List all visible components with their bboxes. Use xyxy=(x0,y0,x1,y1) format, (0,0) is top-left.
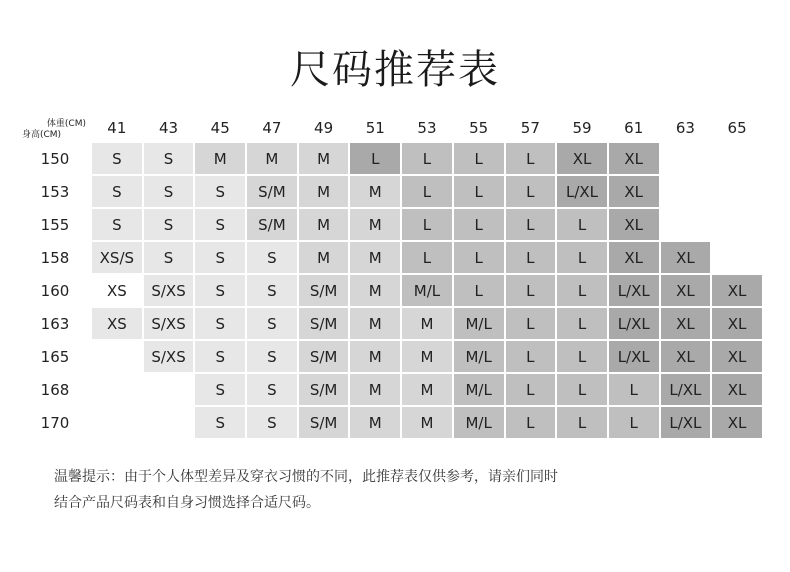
size-cell: L xyxy=(453,175,505,208)
weight-header-cell: 61 xyxy=(608,114,660,142)
size-cell: M/L xyxy=(453,340,505,373)
weight-header-cell: 45 xyxy=(194,114,246,142)
height-label-cell: 170 xyxy=(19,406,91,439)
size-cell xyxy=(91,406,143,439)
size-cell: L xyxy=(505,175,557,208)
size-cell: S xyxy=(246,406,298,439)
size-cell: M xyxy=(349,373,401,406)
size-cell: L xyxy=(505,208,557,241)
size-cell: M xyxy=(401,406,453,439)
size-cell: S/XS xyxy=(143,340,195,373)
size-cell: XL xyxy=(608,175,660,208)
size-cell: S xyxy=(246,241,298,274)
size-cell: L xyxy=(608,406,660,439)
height-label-cell: 163 xyxy=(19,307,91,340)
size-cell: XL xyxy=(556,142,608,175)
size-cell: S xyxy=(194,241,246,274)
size-cell: S/M xyxy=(298,274,350,307)
size-cell: S xyxy=(143,241,195,274)
weight-axis-label: 体重(CM) xyxy=(46,119,86,129)
size-cell xyxy=(660,142,712,175)
size-cell: L xyxy=(556,406,608,439)
size-cell: L xyxy=(453,142,505,175)
size-cell: S xyxy=(194,406,246,439)
height-label-cell: 160 xyxy=(19,274,91,307)
size-cell: XL xyxy=(660,340,712,373)
size-cell: M xyxy=(401,340,453,373)
height-row xyxy=(19,307,763,340)
size-cell: S xyxy=(91,175,143,208)
size-cell: S/M xyxy=(298,307,350,340)
size-cell: M xyxy=(246,142,298,175)
size-cell: M xyxy=(298,175,350,208)
weight-header-cell: 51 xyxy=(349,114,401,142)
size-cell: L xyxy=(401,241,453,274)
height-row xyxy=(19,340,763,373)
size-cell: M xyxy=(298,241,350,274)
size-cell: M/L xyxy=(453,373,505,406)
size-cell: S/M xyxy=(298,373,350,406)
size-cell: L xyxy=(453,208,505,241)
size-cell: L xyxy=(505,406,557,439)
weight-header-cell: 43 xyxy=(143,114,195,142)
size-cell: L xyxy=(556,307,608,340)
size-cell: S/XS xyxy=(143,274,195,307)
size-cell: L xyxy=(556,208,608,241)
size-cell: L xyxy=(453,274,505,307)
size-cell: L xyxy=(505,373,557,406)
size-cell: S/XS xyxy=(143,307,195,340)
height-row xyxy=(19,274,763,307)
size-cell xyxy=(91,340,143,373)
size-cell: L/XL xyxy=(608,274,660,307)
size-cell xyxy=(711,241,763,274)
size-cell: L xyxy=(453,241,505,274)
size-cell: XL xyxy=(608,208,660,241)
size-cell: XL xyxy=(660,274,712,307)
size-cell xyxy=(711,142,763,175)
size-cell: M xyxy=(349,340,401,373)
size-cell: L xyxy=(401,208,453,241)
size-cell: XL xyxy=(711,307,763,340)
size-cell: L xyxy=(608,373,660,406)
weight-header-cell: 47 xyxy=(246,114,298,142)
size-cell xyxy=(143,406,195,439)
size-cell: XL xyxy=(711,274,763,307)
size-cell: S xyxy=(246,274,298,307)
size-cell: S xyxy=(246,373,298,406)
height-label-cell: 150 xyxy=(19,142,91,175)
size-cell: L xyxy=(556,340,608,373)
weight-header-cell: 65 xyxy=(711,114,763,142)
size-cell: S xyxy=(246,307,298,340)
size-cell: L xyxy=(556,274,608,307)
size-cell: S xyxy=(194,175,246,208)
size-cell: L xyxy=(505,274,557,307)
tip-note xyxy=(54,464,754,516)
height-label-cell: 158 xyxy=(19,241,91,274)
size-cell: S xyxy=(194,274,246,307)
size-cell: XL xyxy=(660,241,712,274)
height-label-cell: 165 xyxy=(19,340,91,373)
height-label-cell: 168 xyxy=(19,373,91,406)
size-cell: XL xyxy=(711,340,763,373)
size-cell: M xyxy=(194,142,246,175)
size-cell: S/M xyxy=(246,175,298,208)
height-row xyxy=(19,208,763,241)
weight-header-row xyxy=(19,114,763,142)
size-cell: L xyxy=(505,142,557,175)
size-cell: M xyxy=(401,373,453,406)
size-cell: L/XL xyxy=(556,175,608,208)
size-cell: S xyxy=(194,208,246,241)
size-cell: S xyxy=(143,142,195,175)
size-cell: L/XL xyxy=(608,340,660,373)
weight-header-cell: 55 xyxy=(453,114,505,142)
size-cell: M/L xyxy=(453,406,505,439)
size-cell: L/XL xyxy=(608,307,660,340)
size-cell: M/L xyxy=(401,274,453,307)
size-cell: M xyxy=(349,406,401,439)
size-cell xyxy=(91,373,143,406)
height-label-cell: 153 xyxy=(19,175,91,208)
size-cell: M xyxy=(298,208,350,241)
tip-line-2: 结合产品尺码表和自身习惯选择合适尺码。 xyxy=(54,495,320,511)
size-cell: L xyxy=(556,241,608,274)
size-cell: S/M xyxy=(246,208,298,241)
size-cell: L xyxy=(505,340,557,373)
weight-header-cell: 59 xyxy=(556,114,608,142)
weight-header-cell: 57 xyxy=(505,114,557,142)
height-row xyxy=(19,406,763,439)
size-cell xyxy=(660,175,712,208)
height-axis-label: 身高(CM) xyxy=(22,130,62,140)
size-cell: S/M xyxy=(298,406,350,439)
size-cell: S xyxy=(91,208,143,241)
size-cell: XL xyxy=(660,307,712,340)
size-cell xyxy=(711,175,763,208)
size-cell: XS xyxy=(91,307,143,340)
size-cell: XL xyxy=(608,142,660,175)
size-cell: L xyxy=(505,241,557,274)
weight-header-cell: 53 xyxy=(401,114,453,142)
size-cell: M xyxy=(349,274,401,307)
size-cell xyxy=(660,208,712,241)
size-cell: M xyxy=(349,175,401,208)
size-cell: XS/S xyxy=(91,241,143,274)
size-cell: XL xyxy=(711,373,763,406)
size-cell: S/M xyxy=(298,340,350,373)
size-cell xyxy=(143,373,195,406)
size-cell: XL xyxy=(608,241,660,274)
size-chart-table xyxy=(18,113,764,440)
size-cell: S xyxy=(246,340,298,373)
weight-header-cell: 41 xyxy=(91,114,143,142)
size-cell: XS xyxy=(91,274,143,307)
size-cell: M xyxy=(401,307,453,340)
size-cell: L xyxy=(349,142,401,175)
height-row xyxy=(19,241,763,274)
size-cell: L xyxy=(505,307,557,340)
size-cell: L/XL xyxy=(660,406,712,439)
size-cell: M xyxy=(298,142,350,175)
size-cell xyxy=(711,208,763,241)
size-cell: S xyxy=(91,142,143,175)
size-cell: L xyxy=(556,373,608,406)
size-cell: S xyxy=(194,340,246,373)
weight-header-cell: 63 xyxy=(660,114,712,142)
size-cell: L xyxy=(401,142,453,175)
size-cell: XL xyxy=(711,406,763,439)
height-row xyxy=(19,373,763,406)
height-label-cell: 155 xyxy=(19,208,91,241)
weight-header-cell: 49 xyxy=(298,114,350,142)
size-cell: M xyxy=(349,241,401,274)
height-row xyxy=(19,142,763,175)
size-cell: S xyxy=(194,307,246,340)
size-cell: L xyxy=(401,175,453,208)
size-cell: S xyxy=(143,175,195,208)
height-row xyxy=(19,175,763,208)
size-cell: M xyxy=(349,307,401,340)
size-cell: M xyxy=(349,208,401,241)
page-title: 尺码推荐表 xyxy=(290,47,500,93)
corner-cell xyxy=(19,114,91,142)
size-cell: S xyxy=(194,373,246,406)
tip-line-1: 温馨提示：由于个人体型差异及穿衣习惯的不同，此推荐表仅供参考，请亲们同时 xyxy=(54,469,558,485)
size-cell: S xyxy=(143,208,195,241)
size-cell: L/XL xyxy=(660,373,712,406)
size-cell: M/L xyxy=(453,307,505,340)
